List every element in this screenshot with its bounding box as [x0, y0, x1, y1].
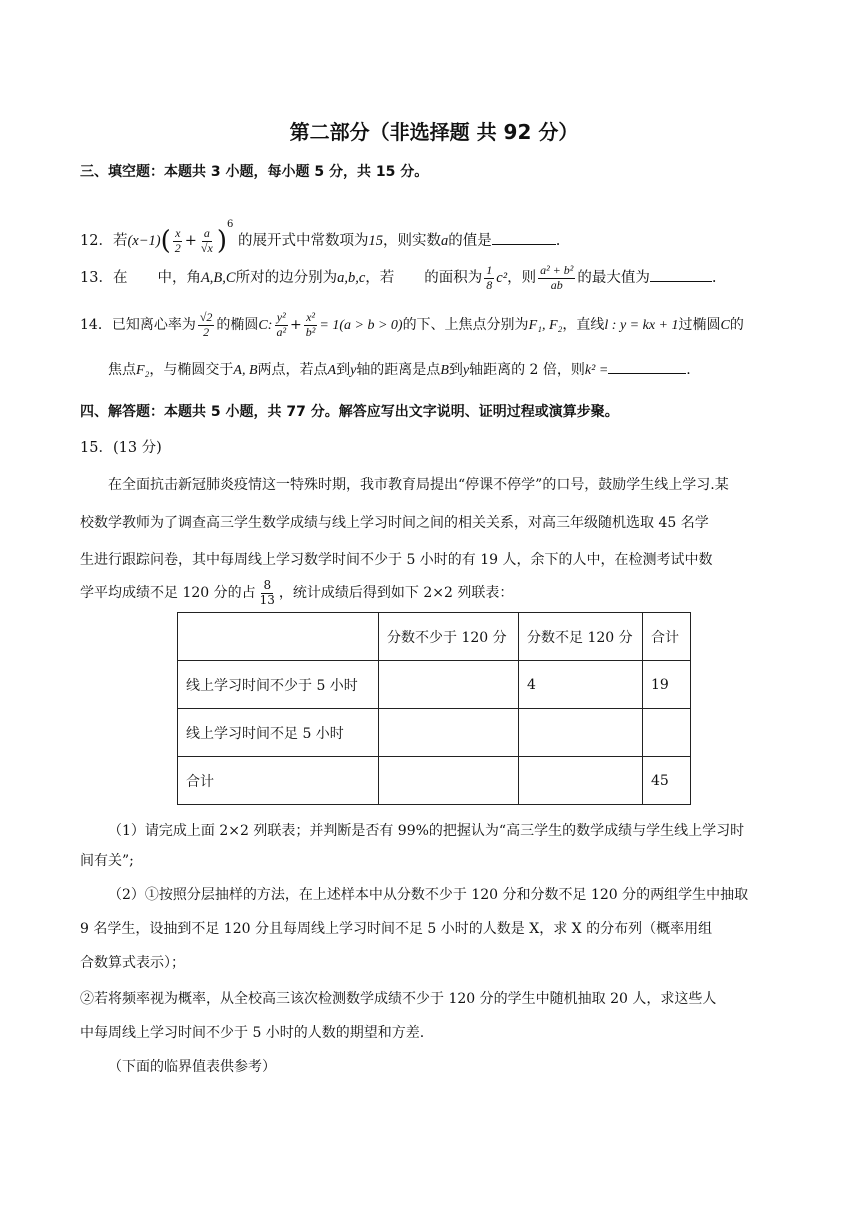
- q12-frac1: $\frac{x}{2}$: [174, 226, 181, 255]
- q14-ecc-frac: $\frac{√2}{2}$: [199, 310, 213, 339]
- q14-ellipse-name-2: C: [720, 318, 730, 333]
- q12-number: 12．: [80, 233, 113, 249]
- q13-frac2: $\frac{\text{a² + b²}}{ab}$: [540, 263, 574, 292]
- table-header-cell: 合计: [643, 613, 691, 661]
- q12-text-end: ，则实数: [382, 233, 441, 249]
- q13-t5: ，则: [507, 270, 537, 286]
- question-13: [80, 258, 716, 298]
- table-cell[interactable]: [519, 757, 643, 805]
- section3-heading: 三、填空题：本题共 3 小题，每小题 5 分，共 15 分。: [80, 164, 429, 180]
- q15-para-line1: 在全面抗击新冠肺炎疫情这一特殊时期，我市教育局提出“停课不停学”的口号，鼓励学生线上学习.某: [108, 477, 729, 493]
- table-header-row: [178, 613, 691, 661]
- contingency-table: [177, 612, 691, 805]
- q14-ellipse-name: C: [258, 318, 268, 333]
- question-14: [80, 305, 744, 346]
- table-cell[interactable]: [379, 709, 519, 757]
- q13-c2: c²: [496, 270, 508, 286]
- table-cell[interactable]: [379, 757, 519, 805]
- q13-period: .: [711, 270, 717, 286]
- q15-sub2-line3: 合数算式表示）；: [80, 955, 185, 971]
- q14-y: y: [350, 363, 357, 378]
- q13-frac: $\frac{1}{8}$: [486, 263, 493, 292]
- q12-var: a: [440, 233, 449, 249]
- q15-para-line4: [80, 573, 513, 613]
- question-12: 12．若(x−1)( $\frac{x}{2}$ + $\frac{a}{√x}$ )$^6$ 的展开式中常数项为15，则实数a的值是 .: [80, 219, 561, 256]
- q12-text-tail: 的值是: [448, 233, 492, 249]
- q12-frac2: $\frac{a}{√x}$: [200, 226, 213, 255]
- q14-l2-t3: 两点，若点: [257, 362, 328, 378]
- q14-pb: B: [440, 363, 449, 378]
- q12-prefix: 若: [112, 233, 128, 249]
- table-header-cell: 分数不足 120 分: [519, 613, 643, 661]
- q15-number: 15．(13 分): [80, 440, 162, 456]
- table-header-cell: [178, 613, 379, 661]
- q13-t2: 所对的边分别为: [235, 270, 338, 286]
- q14-t6: 的: [729, 317, 744, 333]
- q13-vars1: A,B,C: [200, 270, 236, 286]
- q14-answer-blank[interactable]: [608, 373, 686, 374]
- q14-l2-t6: 到: [448, 362, 463, 378]
- q14-period: .: [686, 362, 691, 378]
- q15-sub2-line1: （2）①按照分层抽样的方法，在上述样本中从分数不少于 120 分和分数不足 120 分的两组学生中抽取: [108, 887, 749, 903]
- q14-t3: 的下、上焦点分别为: [402, 317, 529, 333]
- q13-t4: 的面积为: [424, 270, 483, 286]
- q14-foci: F₁, F₂: [528, 318, 563, 333]
- q15-sub1-line1: （1）请完成上面 2×2 列联表；并判断是否有 99%的把握认为“高三学生的数学成绩与学生线上学习时: [108, 823, 745, 839]
- section4-heading: 四、解答题：本题共 5 小题，共 77 分。解答应写出文字说明、证明过程或演算步聚。: [80, 404, 619, 420]
- q14-y-2: y: [462, 363, 470, 378]
- q14-l2-t1: 焦点: [108, 362, 136, 378]
- table-row: [178, 661, 691, 709]
- q12-value: 15: [368, 233, 383, 249]
- q13-number: 13．在: [80, 270, 128, 286]
- q13-t3: ，若: [365, 270, 395, 286]
- q14-t5: 过椭圆: [678, 317, 721, 333]
- table-cell: 19: [643, 661, 691, 709]
- q14-t4: ，直线: [562, 317, 605, 333]
- q15-sub3-line2: 中每周线上学习时间不少于 5 小时的人数的期望和方差.: [80, 1025, 425, 1041]
- q15-frac: $\frac{8}{13}$: [259, 578, 275, 607]
- q14-eq-frac2: $\frac{\text{x²}}{\text{b²}}$: [305, 310, 316, 339]
- q14-colon: :: [267, 318, 273, 333]
- q12-answer-blank[interactable]: [492, 244, 556, 245]
- q14-eq-plus: +: [290, 317, 302, 333]
- q14-pa: A: [327, 363, 337, 378]
- part-title: 第二部分（非选择题 共 92 分）: [289, 120, 579, 144]
- table-row: [178, 709, 691, 757]
- question-14-line2: [108, 356, 691, 385]
- q14-l2-t5: 轴的距离是点: [356, 362, 441, 378]
- q14-t2: 的椭圆: [216, 317, 259, 333]
- q15-sub3-line1: ②若将频率视为概率，从全校高三该次检测数学成绩不少于 120 分的学生中随机抽取 20 人，求这些人: [80, 991, 717, 1007]
- q12-plus: +: [184, 233, 197, 249]
- q14-line: l : y = kx + 1: [604, 318, 679, 333]
- table-cell[interactable]: [519, 709, 643, 757]
- q12-expr-left: (x−1): [127, 233, 161, 249]
- q15-reference-note: （下面的临界值表供参考）: [108, 1059, 276, 1075]
- q15-para-line2: 校数学教师为了调查高三学生数学成绩与线上学习时间之间的相关关系，对高三年级随机选取 45 名学: [80, 515, 709, 531]
- q14-ab: A, B: [233, 363, 258, 378]
- q12-power: 6: [226, 219, 234, 230]
- q14-l2-t7: 轴距离的 2 倍，则: [469, 362, 585, 378]
- table-header-cell: 分数不少于 120 分: [379, 613, 519, 661]
- table-cell: 线上学习时间不少于 5 小时: [178, 661, 379, 709]
- q15-sub2-line2: 9 名学生，设抽到不足 120 分且每周线上学习时间不足 5 小时的人数是 X，求 X 的分布列（概率用组: [80, 921, 713, 937]
- table-cell: 4: [519, 661, 643, 709]
- q15-sub1-line2: 间有关”;: [80, 853, 134, 869]
- q13-t6: 的最大值为: [577, 270, 650, 286]
- table-cell: 合计: [178, 757, 379, 805]
- q14-t1: 已知离心率为: [111, 317, 196, 333]
- q15-p4b: ，统计成绩后得到如下 2×2 列联表：: [278, 585, 514, 601]
- q12-period: .: [555, 233, 561, 249]
- q13-answer-blank[interactable]: [650, 281, 712, 282]
- q15-p4a: 学平均成绩不足 120 分的占: [80, 585, 256, 601]
- q14-l2-t4: 到: [336, 362, 351, 378]
- q14-f2: F₂: [136, 363, 150, 378]
- table-cell: 线上学习时间不足 5 小时: [178, 709, 379, 757]
- table-row: [178, 757, 691, 805]
- q14-k2: k² =: [584, 363, 609, 378]
- table-cell[interactable]: [379, 661, 519, 709]
- q13-vars2: a,b,c: [337, 270, 366, 286]
- q15-para-line3: 生进行跟踪问卷，其中每周线上学习数学时间不少于 5 小时的有 19 人，余下的人中，在检测考试中数: [80, 552, 713, 568]
- q14-l2-t2: ，与椭圆交于: [149, 362, 234, 378]
- q12-text-mid: 的展开式中常数项为: [237, 233, 369, 249]
- q14-eq-rhs: = 1(a > b > 0): [319, 318, 403, 333]
- q13-t1: 中，角: [157, 270, 201, 286]
- q14-number: 14．: [80, 317, 112, 333]
- table-cell[interactable]: [643, 709, 691, 757]
- q14-eq-frac1: $\frac{\text{y²}}{\text{a²}}$: [276, 310, 287, 339]
- table-cell: 45: [643, 757, 691, 805]
